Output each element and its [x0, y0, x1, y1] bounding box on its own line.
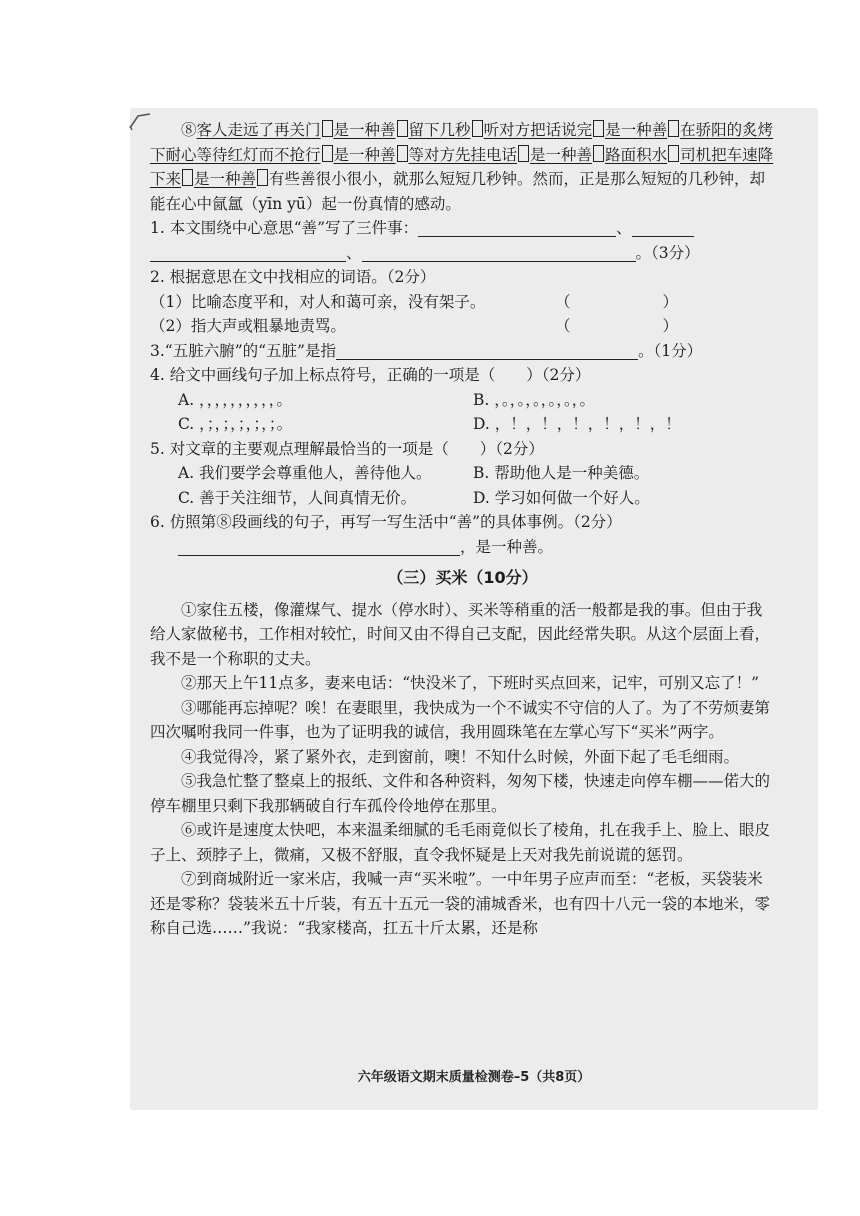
- answer-blank[interactable]: [336, 341, 638, 360]
- sentence-part: 司机把车速降下来: [150, 145, 774, 188]
- punct-box[interactable]: [518, 145, 529, 162]
- punct-box[interactable]: [182, 169, 193, 186]
- separator: 、: [616, 219, 632, 237]
- story-paragraph-4: ④我觉得冷，紧了紧外衣，走到窗前，噢！不知什么时候，外面下起了毛毛细雨。: [181, 747, 740, 766]
- paragraph-8: [150, 118, 775, 216]
- question-1: [150, 216, 775, 241]
- punct-box[interactable]: [322, 145, 333, 162]
- question-4: 4. 给文中画线句子加上标点符号，正确的一项是（ ）（2分）: [150, 366, 591, 384]
- score-note: 。（3分）: [635, 243, 700, 262]
- paren-open: （: [555, 317, 571, 335]
- option-a[interactable]: A. 我们要学会尊重他人，善待他人。: [178, 464, 432, 482]
- question-2b: [150, 314, 775, 339]
- paren-close: ）: [662, 292, 679, 311]
- section-title: （三）买米（10分）: [387, 568, 538, 587]
- answer-blank[interactable]: [418, 218, 616, 237]
- option-c[interactable]: C. 善于关注细节，人间真情无价。: [178, 488, 417, 507]
- q4-options-row1: [150, 388, 775, 413]
- answer-blank[interactable]: [178, 537, 460, 556]
- exam-content: [150, 118, 775, 941]
- page-footer: 六年级语文期末质量检测卷–5（共8页）: [357, 1070, 591, 1085]
- sentence-part: 是一种善: [530, 145, 593, 164]
- q5-options-row1: [150, 461, 775, 486]
- q4-options-row2: [150, 412, 775, 437]
- punct-box[interactable]: [593, 145, 604, 162]
- sentence-part: 留下几秒: [408, 121, 471, 139]
- option-b[interactable]: B. 帮助他人是一种美德。: [473, 464, 650, 482]
- option-c[interactable]: C. ，；，；，；，；，；。: [178, 415, 293, 433]
- option-d[interactable]: D. 学习如何做一个好人。: [473, 488, 650, 507]
- answer-blank[interactable]: [362, 243, 636, 262]
- punct-box[interactable]: [668, 145, 679, 162]
- answer-space[interactable]: [571, 290, 663, 315]
- story-paragraph-3: ③哪能再忘掉呢？唉！在妻眼里，我快成为一个不诚实不守信的人了。为了不劳烦妻第四次嘱咐我同一件事，也为了证明我的诚信，我用圆珠笔在左掌心写下“买米”两字。: [150, 698, 771, 741]
- punct-box[interactable]: [668, 120, 679, 137]
- sentence-part: 是一种善: [194, 170, 257, 188]
- sentence-rest: 有些善很小很小，就那么短短几秒钟。然而，正是那么短短的几秒钟，却能在心中氤氲（yīn yū）起一份真情的感动。: [150, 170, 766, 213]
- answer-blank[interactable]: [150, 243, 346, 262]
- punct-box[interactable]: [397, 120, 408, 137]
- option-a[interactable]: A. ，，，，，，，，，，。: [178, 390, 293, 409]
- sentence-part: 等对方先挂电话: [408, 145, 518, 164]
- punct-box[interactable]: [322, 120, 333, 137]
- story-paragraph-7: ⑦到商城附近一家米店，我喊一声“买米啦”。一中年男子应声而至：“老板，买袋装米还是零称？袋装米五十斤装，有五十五元一袋的浦城香米，也有四十八元一袋的本地米，零称自己选……”我说：“我家楼高，扛五十斤太累，还是称: [150, 870, 771, 937]
- para-number: ⑧: [181, 121, 197, 139]
- story-paragraph-5: ⑤我急忙整了整桌上的报纸、文件和各种资料，匆匆下楼，快速走向停车棚——偌大的停车棚里只剩下我那辆破自行车孤伶伶地停在那里。: [150, 772, 771, 815]
- q5-options-row2: [150, 486, 775, 511]
- sentence-part: 听对方把话说完: [483, 121, 593, 139]
- score-note: 。（1分）: [638, 341, 703, 360]
- punct-box[interactable]: [593, 120, 604, 137]
- answer-space[interactable]: [571, 314, 663, 339]
- sentence-part: 是一种善: [333, 121, 396, 139]
- story-paragraph-1: ①家住五楼，像灌煤气、提水（停水时）、买米等稍重的活一般都是我的事。但由于我给人家做秘书，工作相对较忙，时间又由不得自己支配，因此经常失职。从这个层面上看，我不是一个称职的丈夫。: [150, 600, 771, 668]
- question-5: 5. 对文章的主要观点理解最恰当的一项是（ ）（2分）: [150, 439, 544, 458]
- paren-open: （: [555, 292, 571, 311]
- question-text: 3.“五脏六腑”的“五脏”是指: [150, 341, 336, 360]
- story-paragraph-2: ②那天上午11点多，妻来电话：“快没米了，下班时买点回来，记牢，可别又忘了！”: [181, 674, 760, 692]
- question-suffix: ，是一种善。: [460, 537, 554, 556]
- sentence-part: 客人走远了再关门: [196, 121, 321, 139]
- question-6: 6. 仿照第⑧段画线的句子，再写一写生活中“善”的具体事例。（2分）: [150, 513, 622, 531]
- question-text: 1. 本文围绕中心意思“善”写了三件事：: [150, 219, 419, 237]
- sentence-part: 在骄阳的炙烤下耐心等待红灯而不抢行: [150, 121, 774, 164]
- sub-question: （1）比喻态度平和，对人和蔼可亲，没有架子。: [150, 292, 486, 311]
- sentence-part: 是一种善: [333, 145, 396, 164]
- question-6-answer: [150, 535, 775, 560]
- punct-box[interactable]: [257, 169, 268, 186]
- punct-box[interactable]: [472, 120, 483, 137]
- sub-question: （2）指大声或粗暴地责骂。: [150, 317, 346, 335]
- question-1-line2: [150, 241, 775, 266]
- punct-box[interactable]: [397, 145, 408, 162]
- question-2a: [150, 290, 775, 315]
- story-paragraph-6: ⑥或许是速度太快吧，本来温柔细腻的毛毛雨竟似长了棱角，扎在我手上、脸上、眼皮子上、颈脖子上，微痛，又极不舒服，直令我怀疑是上天对我先前说谎的惩罚。: [150, 821, 771, 864]
- option-b[interactable]: B. ，。，。，。，。，。，。: [473, 390, 595, 409]
- paren-close: ）: [662, 317, 679, 335]
- separator: 、: [346, 243, 362, 262]
- sentence-part: 路面积水: [605, 145, 668, 164]
- answer-blank[interactable]: [632, 218, 694, 237]
- option-d[interactable]: D. ，！，！，！，！，！，！: [473, 415, 681, 433]
- question-2: 2. 根据意思在文中找相应的词语。（2分）: [150, 268, 436, 286]
- question-3: [150, 339, 775, 364]
- sentence-part: 是一种善: [605, 121, 668, 139]
